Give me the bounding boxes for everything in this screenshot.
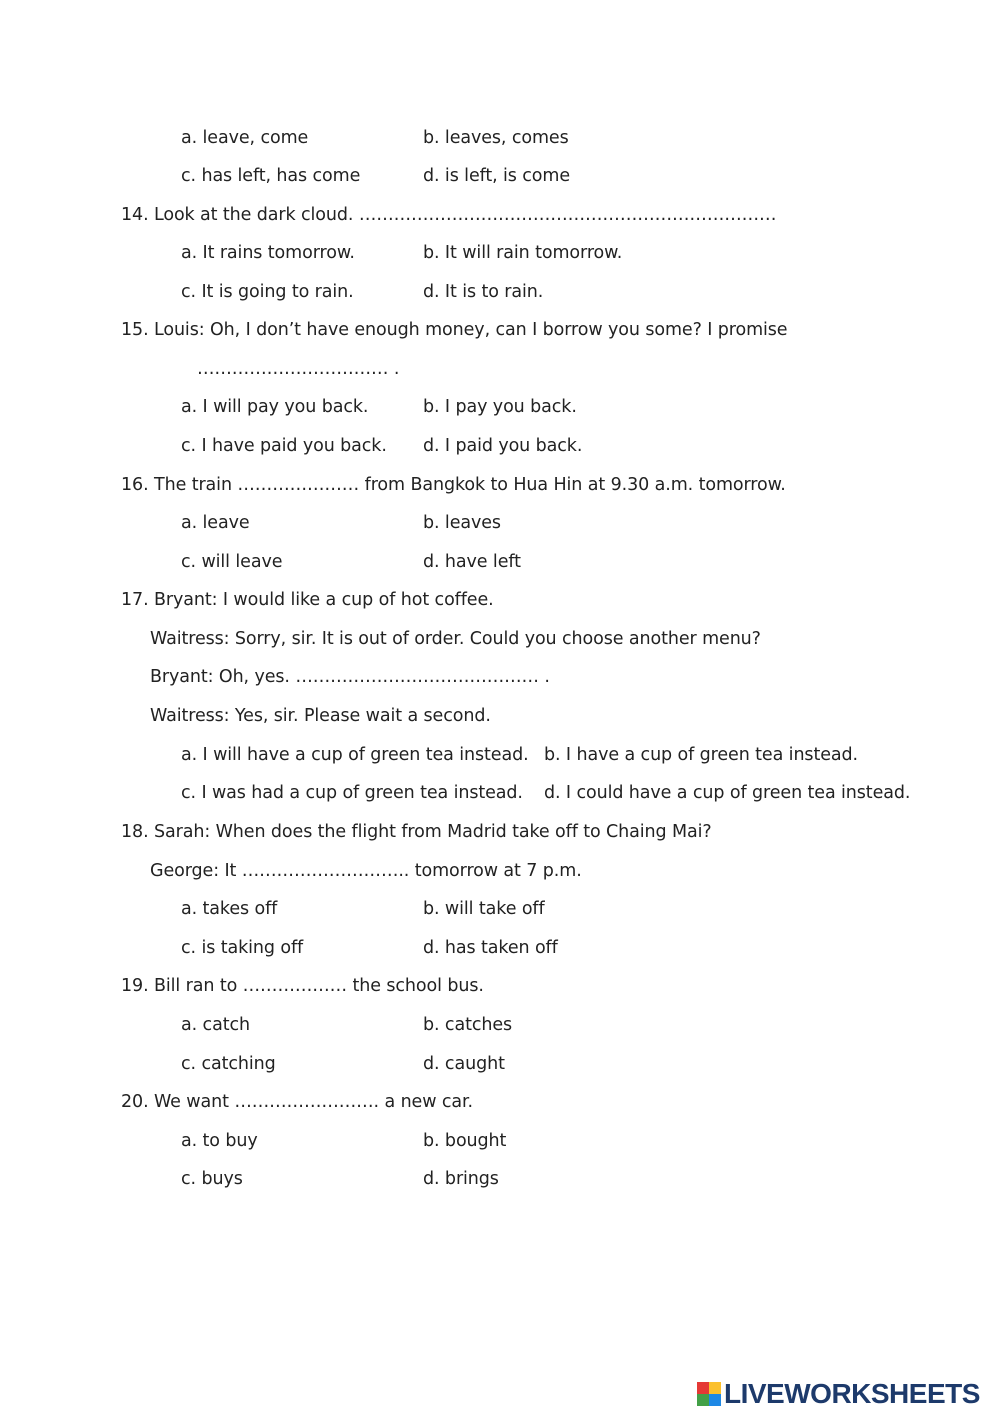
q15-option-c: c. I have paid you back. (181, 436, 387, 456)
q20-stem: 20. We want ……………………. a new car. (121, 1092, 473, 1112)
q19-option-d: d. caught (423, 1054, 505, 1074)
q19-option-c: c. catching (181, 1054, 276, 1074)
q17-option-d: d. I could have a cup of green tea instead. (544, 783, 911, 803)
liveworksheets-logo-icon (697, 1382, 721, 1406)
q13-option-d: d. is left, is come (423, 166, 571, 186)
q17-dialogue-line-2: Waitress: Sorry, sir. It is out of order. Could you choose another menu? (150, 629, 761, 649)
q18-dialogue-line-2: George: It ……………………….. tomorrow at 7 p.m. (150, 861, 582, 881)
q13-option-a: a. leave, come (181, 128, 309, 148)
q18-stem: 18. Sarah: When does the flight from Madrid take off to Chaing Mai? (121, 822, 712, 842)
q20-option-c: c. buys (181, 1169, 243, 1189)
logo-text: LIVEWORKSHEETS (724, 1378, 980, 1409)
q13-option-b: b. leaves, comes (423, 128, 569, 148)
q17-dialogue-line-3: Bryant: Oh, yes. …………………………………… . (150, 667, 550, 687)
q15-stem: 15. Louis: Oh, I don’t have enough money, can I borrow you some? I promise (121, 320, 788, 340)
q14-option-b: b. It will rain tomorrow. (423, 243, 623, 263)
q14-option-a: a. It rains tomorrow. (181, 243, 355, 263)
q20-option-d: d. brings (423, 1169, 499, 1189)
q17-option-a: a. I will have a cup of green tea instead. (181, 745, 529, 765)
q15-blank: …………………………… . (197, 359, 400, 379)
q15-option-a: a. I will pay you back. (181, 397, 369, 417)
q18-option-a: a. takes off (181, 899, 278, 919)
liveworksheets-logo (697, 1380, 980, 1408)
q19-stem: 19. Bill ran to ……………… the school bus. (121, 976, 484, 996)
q19-option-b: b. catches (423, 1015, 513, 1035)
q18-option-c: c. is taking off (181, 938, 304, 958)
q16-stem: 16. The train ………………… from Bangkok to Hua Hin at 9.30 a.m. tomorrow. (121, 475, 786, 495)
q15-option-b: b. I pay you back. (423, 397, 577, 417)
q17-option-b: b. I have a cup of green tea instead. (544, 745, 858, 765)
q18-option-b: b. will take off (423, 899, 545, 919)
q14-option-c: c. It is going to rain. (181, 282, 354, 302)
q20-option-b: b. bought (423, 1131, 507, 1151)
q14-option-d: d. It is to rain. (423, 282, 544, 302)
q17-dialogue-line-4: Waitress: Yes, sir. Please wait a second. (150, 706, 491, 726)
q20-option-a: a. to buy (181, 1131, 258, 1151)
q13-option-c: c. has left, has come (181, 166, 361, 186)
q17-option-c: c. I was had a cup of green tea instead. (181, 783, 523, 803)
q19-option-a: a. catch (181, 1015, 250, 1035)
q16-option-c: c. will leave (181, 552, 283, 572)
q16-option-d: d. have left (423, 552, 521, 572)
q16-option-b: b. leaves (423, 513, 501, 533)
q15-option-d: d. I paid you back. (423, 436, 583, 456)
q18-option-d: d. has taken off (423, 938, 558, 958)
q17-stem: 17. Bryant: I would like a cup of hot coffee. (121, 590, 494, 610)
q16-option-a: a. leave (181, 513, 250, 533)
q14-stem: 14. Look at the dark cloud. ……………………………………………………………… (121, 205, 777, 225)
